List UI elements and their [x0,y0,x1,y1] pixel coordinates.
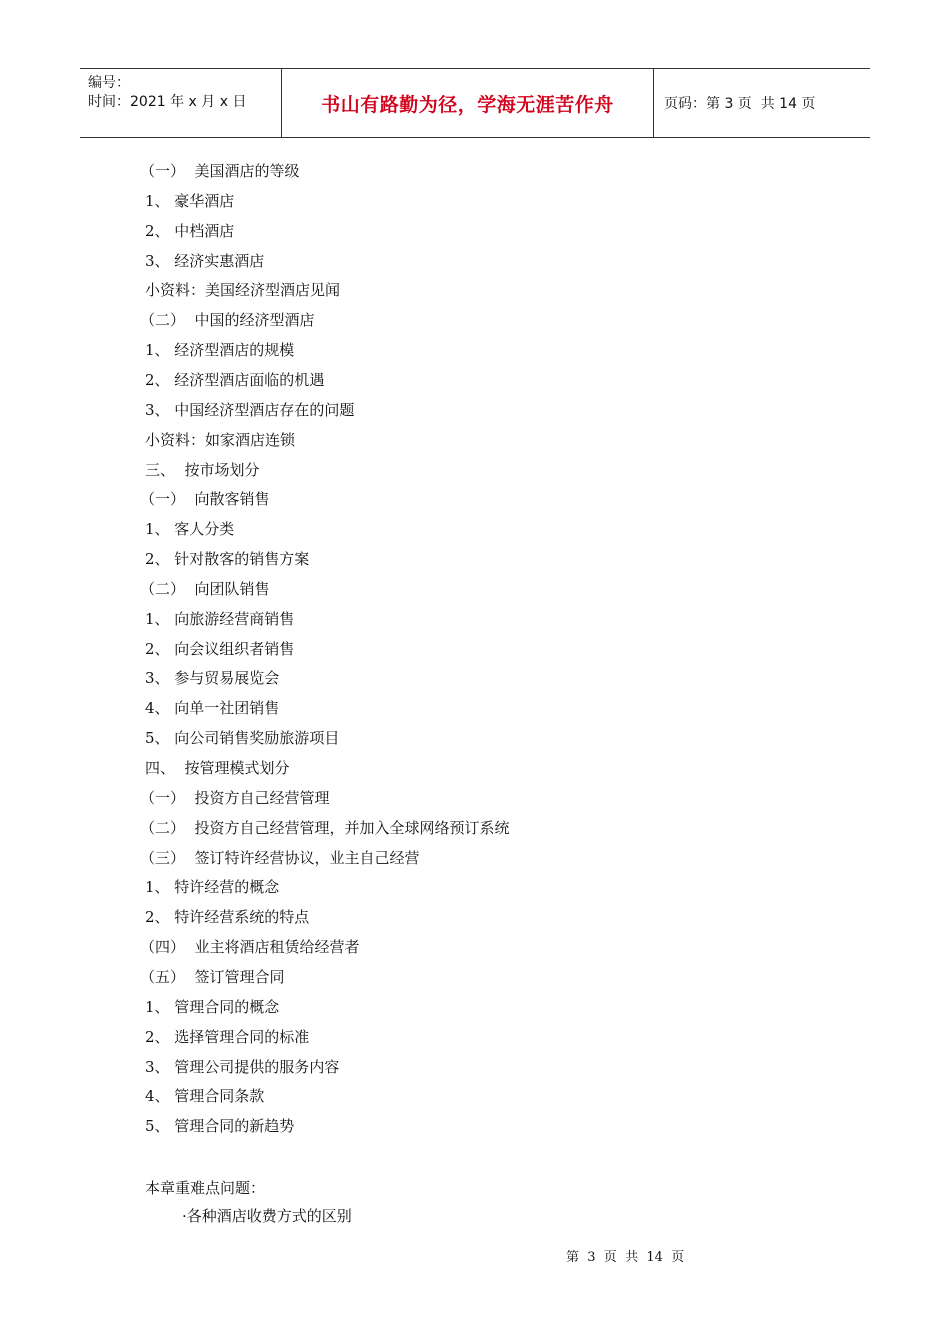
outline-line: 1、 豪华酒店 [145,192,235,210]
header-motto-cell [282,69,654,137]
outline-line: （一） 美国酒店的等级 [140,162,300,180]
outline-line: 1、 管理合同的概念 [145,998,280,1016]
page-header [80,68,870,138]
page-info: 页码：第 3 页 共 14 页 [664,96,816,112]
outline-line: 4、 向单一社团销售 [145,699,280,717]
outline-line: 4、 管理合同条款 [145,1087,265,1105]
motto-text: 书山有路勤为径，学海无涯苦作舟 [321,93,614,116]
outline-line: （五） 签订管理合同 [140,968,285,986]
outline-line: 四、 按管理模式划分 [145,759,290,777]
outline-line: （二） 向团队销售 [140,580,270,598]
outline-line: 2、 中档酒店 [145,222,235,240]
outline-line: 5、 管理合同的新趋势 [145,1117,295,1135]
summary-bullet: ·各种酒店收费方式的区别 [182,1207,352,1225]
summary-heading: 本章重难点问题： [145,1179,266,1197]
outline-line: （一） 投资方自己经营管理 [140,789,330,807]
outline-line: 2、 针对散客的销售方案 [145,550,310,568]
outline-line: 3、 管理公司提供的服务内容 [145,1058,340,1076]
outline-line: （二） 投资方自己经营管理，并加入全球网络预订系统 [140,819,510,837]
outline-line: 3、 经济实惠酒店 [145,252,265,270]
outline-line: 小资料：美国经济型酒店见闻 [145,281,341,299]
outline-line: 3、 参与贸易展览会 [145,669,280,687]
outline-line: 小资料：如家酒店连锁 [145,431,296,449]
outline-line: （三） 签订特许经营协议，业主自己经营 [140,849,420,867]
outline-line: 1、 向旅游经营商销售 [145,610,295,628]
outline-line: 1、 经济型酒店的规模 [145,341,295,359]
outline-line: 5、 向公司销售奖励旅游项目 [145,729,340,747]
outline-line: 2、 经济型酒店面临的机遇 [145,371,325,389]
outline-line: 2、 选择管理合同的标准 [145,1028,310,1046]
number-label: 编号： [88,75,130,91]
outline-line: 2、 向会议组织者销售 [145,640,295,658]
outline-line: 1、 客人分类 [145,520,235,538]
time-label: 时间：2021 年 x 月 x 日 [88,94,247,110]
outline-line: 1、 特许经营的概念 [145,878,280,896]
page-footer: 第 3 页 共 14 页 [566,1250,685,1265]
header-meta-cell [80,69,282,137]
outline-line: （四） 业主将酒店租赁给经营者 [140,938,360,956]
outline-line: 3、 中国经济型酒店存在的问题 [145,401,355,419]
outline-line: （二） 中国的经济型酒店 [140,311,315,329]
outline-line: （一） 向散客销售 [140,490,270,508]
outline-line: 2、 特许经营系统的特点 [145,908,310,926]
outline-line: 三、 按市场划分 [145,461,260,479]
